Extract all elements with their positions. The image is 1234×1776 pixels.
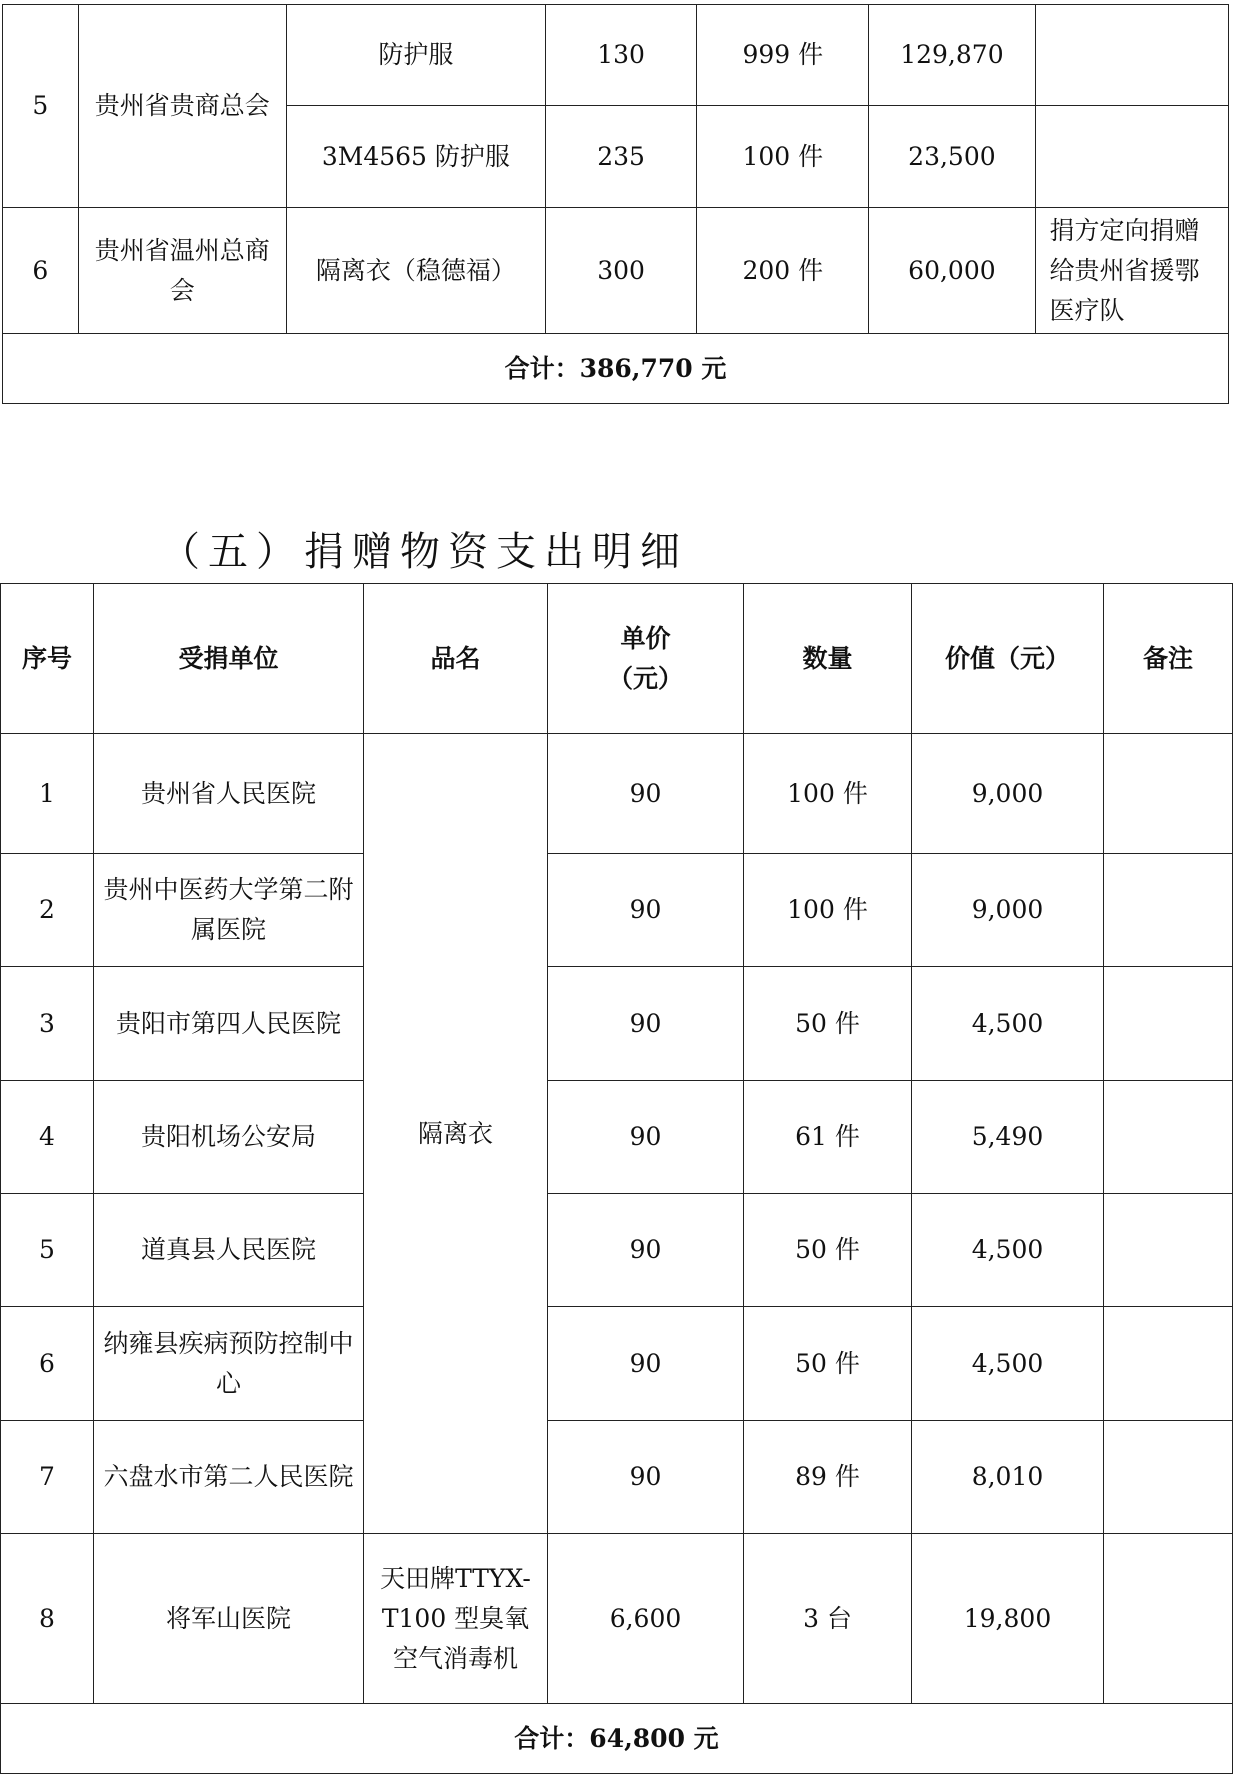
quantity: 3 台 xyxy=(744,1534,912,1704)
table-row xyxy=(1,1307,1233,1421)
value: 23,500 xyxy=(869,106,1035,208)
value: 4,500 xyxy=(912,1307,1104,1421)
unit-price: 6,600 xyxy=(548,1534,744,1704)
unit-price: 90 xyxy=(548,967,744,1081)
value: 19,800 xyxy=(912,1534,1104,1704)
unit-price: 90 xyxy=(548,1307,744,1421)
table-row xyxy=(1,1534,1233,1704)
quantity: 61 件 xyxy=(744,1081,912,1194)
table-row xyxy=(1,734,1233,854)
value: 5,490 xyxy=(912,1081,1104,1194)
row-no: 1 xyxy=(1,734,94,854)
unit-price: 90 xyxy=(548,1421,744,1534)
total: 合计：386,770 元 xyxy=(3,334,1229,404)
note xyxy=(1104,967,1233,1081)
note xyxy=(1104,854,1233,967)
header-price: 单价（元） xyxy=(548,584,744,734)
value: 9,000 xyxy=(912,854,1104,967)
donor-name: 贵州省贵商总会 xyxy=(78,5,286,208)
note xyxy=(1104,734,1233,854)
unit-price: 90 xyxy=(548,1194,744,1307)
note xyxy=(1104,1421,1233,1534)
header-value: 价值（元） xyxy=(912,584,1104,734)
recipient: 六盘水市第二人民医院 xyxy=(94,1421,364,1534)
item-name: 隔离衣 xyxy=(364,734,548,1534)
item-name: 3M4565 防护服 xyxy=(286,106,545,208)
table-row xyxy=(1,854,1233,967)
table-row xyxy=(3,208,1229,334)
total-row xyxy=(1,1704,1233,1774)
unit-price: 130 xyxy=(545,5,697,106)
value: 4,500 xyxy=(912,1194,1104,1307)
row-no: 6 xyxy=(1,1307,94,1421)
quantity: 50 件 xyxy=(744,1307,912,1421)
table-row xyxy=(1,967,1233,1081)
recipient: 贵州省人民医院 xyxy=(94,734,364,854)
total: 合计：64,800 元 xyxy=(1,1704,1233,1774)
table-row xyxy=(3,5,1229,106)
recipient: 贵州中医药大学第二附属医院 xyxy=(94,854,364,967)
row-no: 5 xyxy=(1,1194,94,1307)
note: 捐方定向捐赠给贵州省援鄂医疗队 xyxy=(1035,208,1228,334)
recipient: 贵阳市第四人民医院 xyxy=(94,967,364,1081)
table-row xyxy=(1,1421,1233,1534)
recipient: 纳雍县疾病预防控制中心 xyxy=(94,1307,364,1421)
value: 4,500 xyxy=(912,967,1104,1081)
unit-price: 90 xyxy=(548,854,744,967)
recipient: 将军山医院 xyxy=(94,1534,364,1704)
donation-expense-table xyxy=(0,583,1233,1774)
quantity: 200 件 xyxy=(697,208,869,334)
note xyxy=(1104,1194,1233,1307)
unit-price: 300 xyxy=(545,208,697,334)
income-table-continued xyxy=(2,4,1229,404)
row-no: 3 xyxy=(1,967,94,1081)
quantity: 89 件 xyxy=(744,1421,912,1534)
row-no: 5 xyxy=(3,5,79,208)
note xyxy=(1104,1307,1233,1421)
row-no: 6 xyxy=(3,208,79,334)
recipient: 贵阳机场公安局 xyxy=(94,1081,364,1194)
header-item: 品名 xyxy=(364,584,548,734)
note xyxy=(1035,5,1228,106)
item-name: 隔离衣（稳德福） xyxy=(286,208,545,334)
unit-price: 90 xyxy=(548,734,744,854)
quantity: 50 件 xyxy=(744,1194,912,1307)
item-name: 天田牌TTYX-T100 型臭氧空气消毒机 xyxy=(364,1534,548,1704)
unit-price: 235 xyxy=(545,106,697,208)
table-row xyxy=(1,1194,1233,1307)
header-qty: 数量 xyxy=(744,584,912,734)
row-no: 4 xyxy=(1,1081,94,1194)
donor-name: 贵州省温州总商会 xyxy=(78,208,286,334)
value: 9,000 xyxy=(912,734,1104,854)
row-no: 7 xyxy=(1,1421,94,1534)
section-title: （五）捐赠物资支出明细 xyxy=(160,529,688,575)
note xyxy=(1035,106,1228,208)
recipient: 道真县人民医院 xyxy=(94,1194,364,1307)
header-no: 序号 xyxy=(1,584,94,734)
header-note: 备注 xyxy=(1104,584,1233,734)
value: 60,000 xyxy=(869,208,1035,334)
table-row xyxy=(1,1081,1233,1194)
item-name: 防护服 xyxy=(286,5,545,106)
note xyxy=(1104,1081,1233,1194)
quantity: 50 件 xyxy=(744,967,912,1081)
value: 8,010 xyxy=(912,1421,1104,1534)
row-no: 2 xyxy=(1,854,94,967)
quantity: 999 件 xyxy=(697,5,869,106)
quantity: 100 件 xyxy=(697,106,869,208)
note xyxy=(1104,1534,1233,1704)
unit-price: 90 xyxy=(548,1081,744,1194)
row-no: 8 xyxy=(1,1534,94,1704)
header-recipient: 受捐单位 xyxy=(94,584,364,734)
header-row xyxy=(1,584,1233,734)
value: 129,870 xyxy=(869,5,1035,106)
quantity: 100 件 xyxy=(744,854,912,967)
quantity: 100 件 xyxy=(744,734,912,854)
total-row xyxy=(3,334,1229,404)
